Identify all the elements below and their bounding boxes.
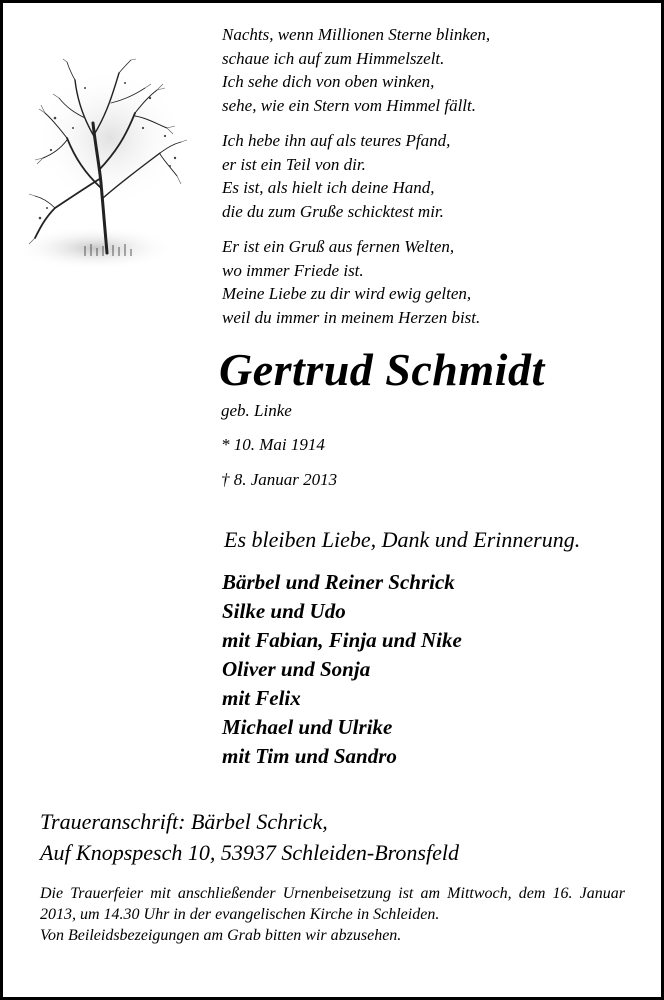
poem-stanza	[222, 23, 652, 117]
mourner-line: Bärbel und Reiner Schrick	[222, 570, 455, 594]
poem-stanza	[222, 129, 652, 223]
mourner-line: Michael und Ulrike	[222, 715, 393, 739]
tree-icon	[15, 58, 195, 278]
mourners-list	[222, 568, 462, 771]
birth-date: * 10. Mai 1914	[221, 435, 325, 454]
mourner-line: mit Fabian, Finja und Nike	[222, 628, 462, 652]
mourner-line: mit Felix	[222, 686, 301, 710]
poem-line: Ich sehe dich von oben winken,	[222, 72, 435, 91]
poem-line: Er ist ein Gruß aus fernen Welten,	[222, 237, 455, 256]
poem-stanza	[222, 235, 652, 329]
mourner-line: Oliver und Sonja	[222, 657, 371, 681]
poem-line: die du zum Gruße schicktest mir.	[222, 201, 444, 221]
poem-line: Es ist, als hielt ich deine Hand,	[222, 178, 435, 197]
poem-line: er ist ein Teil von dir.	[222, 154, 366, 174]
death-date: † 8. Januar 2013	[221, 470, 338, 489]
maiden-name: geb. Linke	[221, 401, 292, 420]
mourning-address	[40, 806, 459, 868]
poem-line: wo immer Friede ist.	[222, 260, 364, 280]
deceased-name: Gertrud Schmidt	[219, 344, 545, 395]
poem-line: Meine Liebe zu dir wird ewig gelten,	[222, 284, 472, 303]
funeral-notice	[40, 883, 625, 946]
poem	[222, 23, 652, 341]
address-line: Traueranschrift: Bärbel Schrick,	[40, 809, 328, 834]
funeral-details: Die Trauerfeier mit anschließender Urnenbeisetzung ist am Mittwoch, dem 16. Januar 2013, um 14.30 Uhr in der evangelischen Kirche in Schleiden.	[40, 885, 625, 923]
condolence-request: Von Beileidsbezeigungen am Grab bitten wir abzusehen.	[40, 927, 402, 944]
mourner-line: Silke und Udo	[222, 599, 346, 623]
poem-line: schaue ich auf zum Himmelszelt.	[222, 48, 445, 68]
poem-line: Ich hebe ihn auf als teures Pfand,	[222, 131, 451, 150]
poem-line: sehe, wie ein Stern vom Himmel fällt.	[222, 95, 477, 115]
motto: Es bleiben Liebe, Dank und Erinnerung.	[224, 527, 581, 552]
poem-line: Nachts, wenn Millionen Sterne blinken,	[222, 25, 491, 44]
poem-line: weil du immer in meinem Herzen bist.	[222, 307, 481, 327]
mourner-line: mit Tim und Sandro	[222, 744, 397, 768]
address-line: Auf Knopspesch 10, 53937 Schleiden-Bronsfeld	[40, 840, 459, 865]
